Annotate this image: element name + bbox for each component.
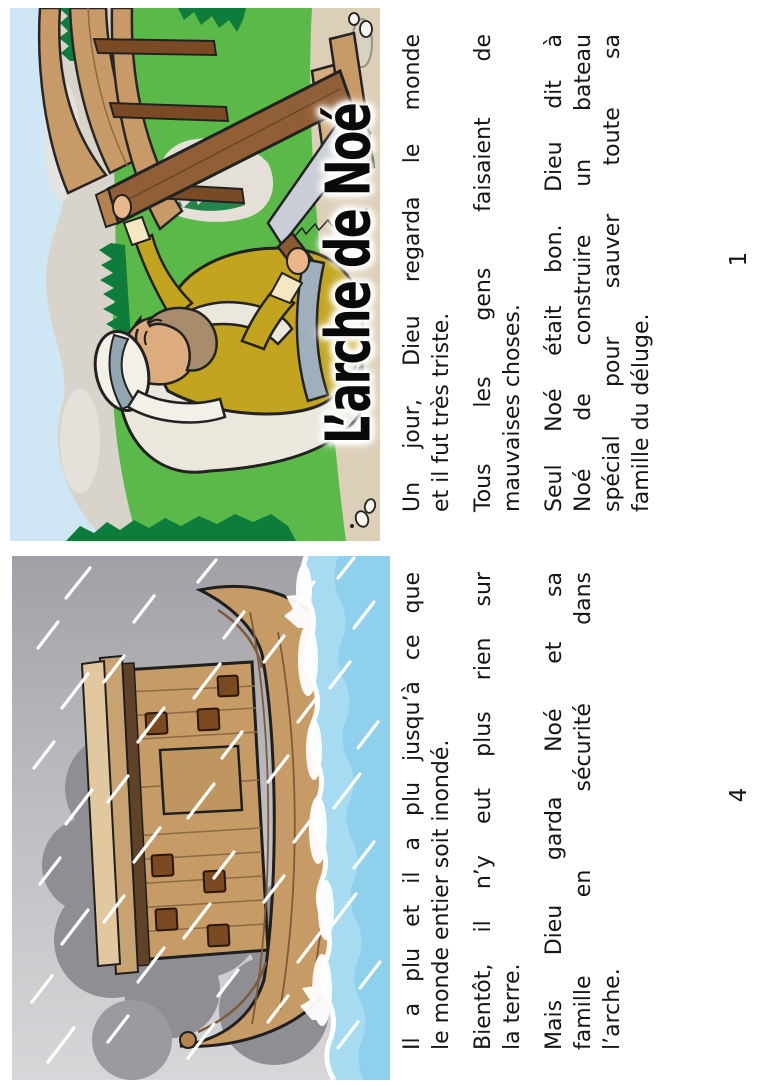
text-line: Un jour, Dieu regarda le monde: [400, 34, 425, 512]
ark-storm-drawing: [12, 556, 390, 1080]
ark-cabin: [82, 656, 268, 974]
page-4-text: [398, 572, 640, 1050]
story-title: [314, 8, 404, 541]
text-line: Seul Noé était bon. Dieu dit à: [542, 34, 567, 512]
page-1-text: [398, 34, 669, 512]
near-hand: [287, 248, 309, 274]
text-line: le monde entier soit inondé.: [429, 739, 454, 1050]
text-line: la terre.: [500, 963, 525, 1050]
text-line: famille du déluge.: [629, 313, 654, 512]
far-hand: [113, 195, 131, 219]
paragraph: [398, 572, 456, 1050]
paragraph: [469, 34, 527, 512]
text-line: et il fut très triste.: [429, 312, 454, 512]
text-line: Bientôt, il n’y eut plus rien sur: [471, 572, 496, 1050]
text-line: mauvaises choses.: [500, 304, 525, 512]
paragraph: [398, 34, 456, 512]
ark-door: [160, 746, 242, 814]
prow-spiral: [180, 1032, 196, 1048]
text-line: Tous les gens faisaient de: [471, 34, 496, 512]
text-line: famille en sécurité dans: [571, 572, 596, 1050]
story-title-text: L’arche de Noé: [314, 104, 385, 445]
page-number-1: 1: [726, 251, 752, 267]
text-line: Mais Dieu garda Noé et sa: [542, 572, 567, 1050]
text-line: spécial pour sauver toute sa: [600, 34, 625, 512]
text-line: Noé de construire un bateau: [571, 34, 596, 512]
illustration-ark-rainstorm: [12, 556, 390, 1080]
text-line: l’arche.: [600, 968, 625, 1050]
paragraph: [469, 572, 527, 1050]
text-line: Il a plu et il a plu jusqu’à ce que: [400, 572, 425, 1050]
paragraph: [540, 34, 656, 512]
page-number-4: 4: [726, 787, 752, 803]
paragraph: [540, 572, 627, 1050]
